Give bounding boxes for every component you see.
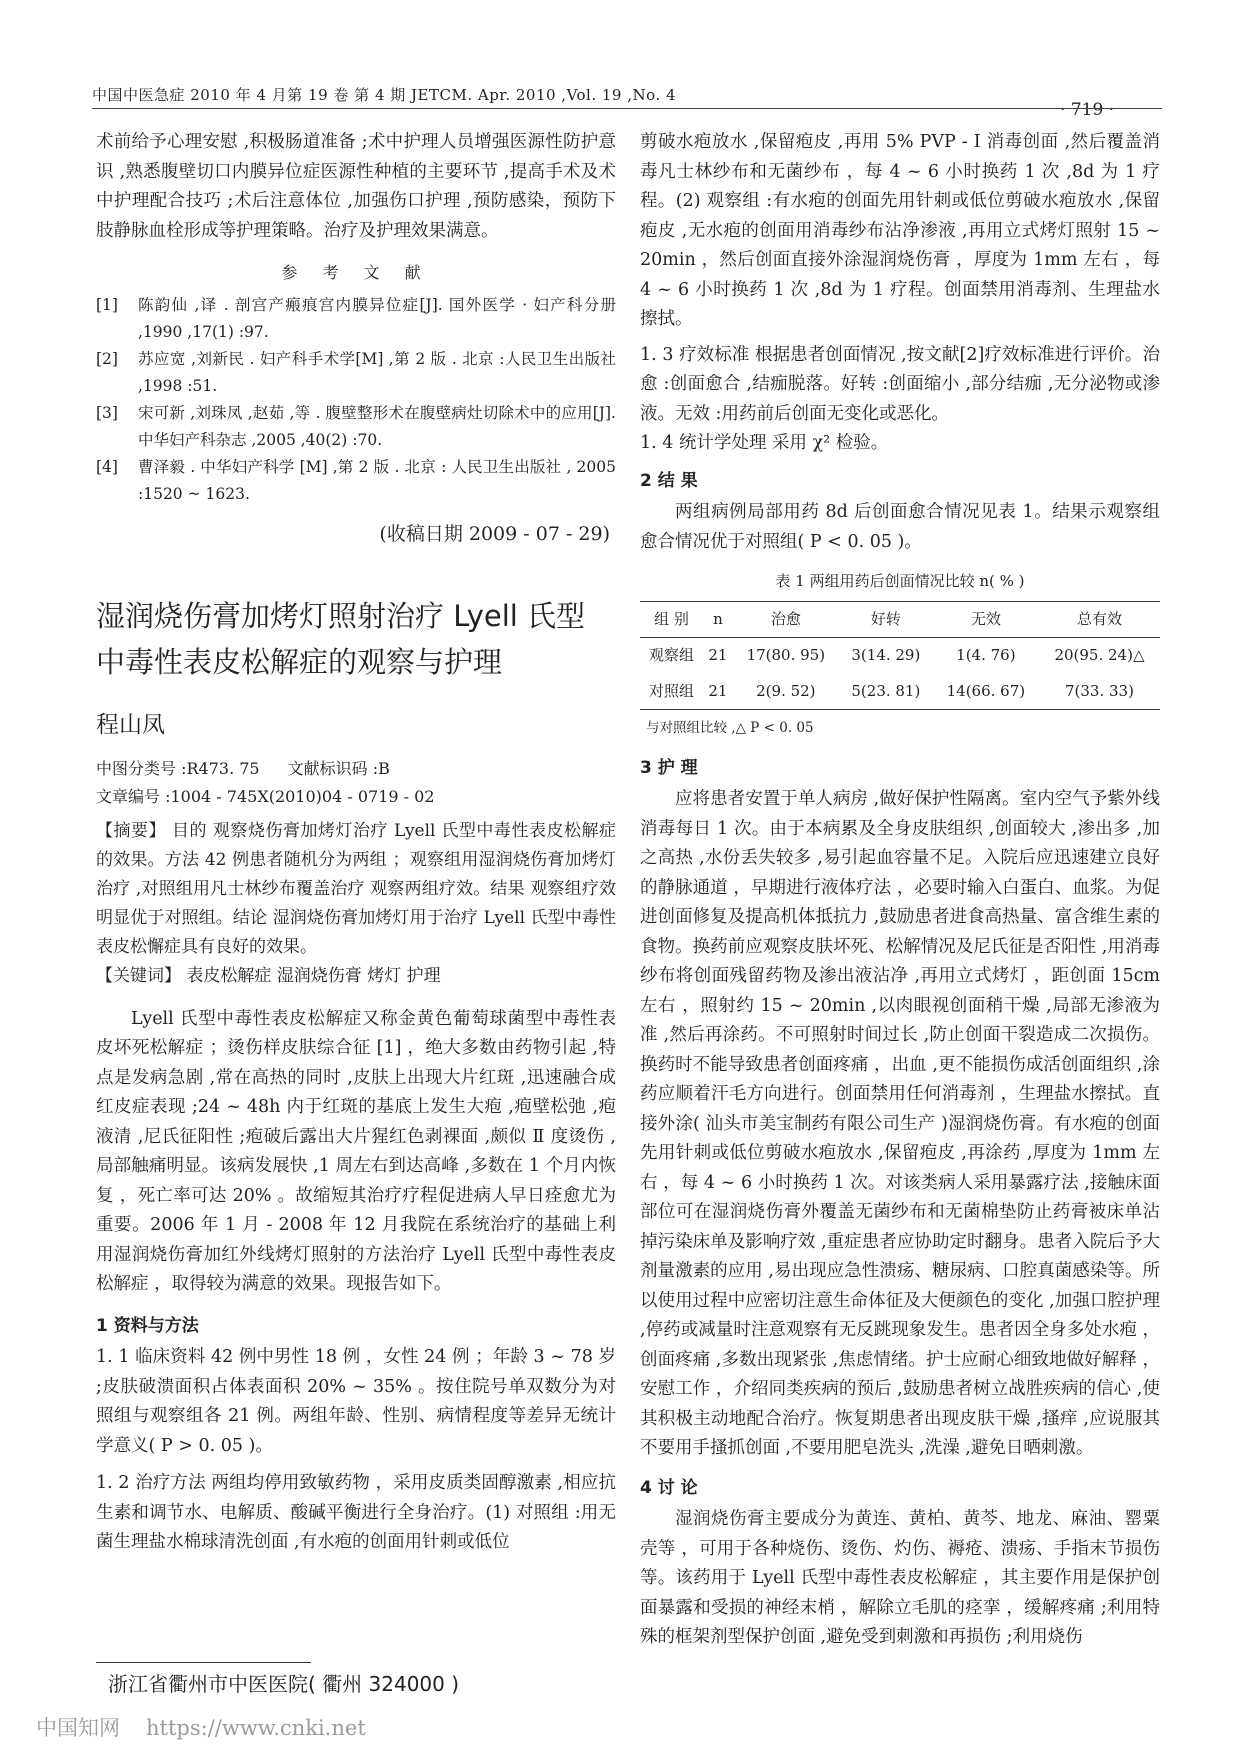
care-paragraph: 应将患者安置于单人病房 ,做好保护性隔离。室内空气予紫外线消毒每日 1 次。由于本病累及全身皮肤组织 ,创面较大 ,渗出多 ,加之高热 ,水份丢失较多 ,易引起血容量不足。入院后应迅速建立良好的静脉通道 ，早期进行液体疗法 ，必要时输入白蛋白、血浆。为促进创面修复及提高机体抵抗力 ,鼓励患者进食高热量、富含维生素的食物。换药前应观察皮肤坏死、松解情况及尼氏征是否阳性 ,用消毒纱布将创面残留药物及渗出液沾净 ,再用立式烤灯 ，距创面 15cm 左右 ，照射约 15 ~ 20min ,以肉眼视创面稍干燥 ,局部无渗液为准 ,然后再涂药。不可照射时间过长 ,防止创面干裂造成二次损伤。换药时不能导致患者创面疼痛 ，出血 ,更不能损伤成活创面组织 ,涂药应顺着汗毛方向进行。创面禁用任何消毒剂 ，生理盐水擦拭。直接外涂( 汕头市美宝制药有限公司生产 )湿润烧伤膏。有水疱的创面先用针刺或低位剪破水疱放水 ,保留疱皮 ,再涂药 ,厚度为 1mm 左右 ，每 4 ~ 6 小时换药 1 次。对该类病人采用暴露疗法 ,接触床面部位可在湿润烧伤膏外覆盖无菌纱布和无菌棉垫防止药膏被床单沾掉污染床单及影响疗效 ,重症患者应协助定时翻身。患者入院后予大剂量激素的应用 ,易出现应急性溃疡、糖尿病、口腔真菌感染等。所以使用过程中应密切注意生命体征及大便颜色的变化 ,加强口腔护理 ,停药或减量时注意观察有无反跳现象发生。患者因全身多处水疱 ，创面疼痛 ,多数出现紧张 ,焦虑情绪。护士应耐心细致地做好解释 ，安慰工作 ，介绍同类疾病的预后 ,鼓励患者树立战胜疾病的信心 ,使其积极主动地配合治疗。恢复期患者出现皮肤干燥 ,搔痒 ,应说服其不要用手搔抓创面 ,不要用肥皂洗头 ,洗澡 ,避免日晒刺激。 xyxy=(640,789,1160,1458)
discussion-paragraph: 湿润烧伤膏主要成分为黄连、黄柏、黄芩、地龙、麻油、罂粟壳等 ，可用于各种烧伤、烫伤、灼伤、褥疮、溃疡、手指末节损伤等。该药用于 Lyell 氏型中毒性表皮松解症 ，其主要作用是保护创面暴露和受损的神经末梢 ，解除立毛肌的痉挛 ，缓解疼痛 ;利用特殊的框架剂型保护创面 ,避免受到刺激和再损伤 ;利用烧伤 xyxy=(640,1509,1160,1647)
keywords-text: 表皮松解症 湿润烧伤膏 烤灯 护理 xyxy=(186,965,441,986)
results-table xyxy=(640,601,1160,711)
table-caption: 表 1 两组用药后创面情况比较 n( % ) xyxy=(775,572,1025,590)
references-title: 参 考 文 献 xyxy=(281,263,431,282)
keywords-label: 【关键词】 xyxy=(96,965,181,986)
table-row: 观察组 21 17(80. 95) 3(14. 29) 1(4. 76) 20(95. 24)△ xyxy=(649,646,1145,664)
reference-item: [2] 苏应宽 ,刘新民 . 妇产科手术学[M] ,第 2 版 . 北京 :人民卫生出版社 ,1998 :51. xyxy=(96,349,616,395)
article-title: 湿润烧伤膏加烤灯照射治疗 Lyell 氏型 中毒性表皮松解症的观察与护理 xyxy=(96,599,586,679)
section-1-1: 1. 1 临床资料 42 例中男性 18 例 ，女性 24 例 ；年龄 3 ~ 78 岁 ;皮肤破溃面积占体表面积 20% ~ 35% 。按住院号单双数分为对照组与观察组各 21 例。两组年龄、性别、病情程度等差异无统计学意义( P > 0. 05 )。 xyxy=(96,1347,616,1456)
section-1-2: 1. 2 治疗方法 两组均停用致敏药物 ，采用皮质类固醇激素 ,相应抗生素和调节水、电解质、酸碱平衡进行全身治疗。(1) 对照组 :用无菌生理盐水棉球清洗创面 ,有水疱的创面用针刺或低位 xyxy=(96,1473,616,1552)
left-column xyxy=(96,128,616,1558)
header-rule xyxy=(92,108,1162,109)
abstract-text: 目的 观察烧伤膏加烤灯治疗 Lyell 氏型中毒性表皮松解症的效果。方法 42 例患者随机分为两组 ；观察组用湿润烧伤膏加烤灯治疗 ,对照组用凡士林纱布覆盖治疗 观察两组疗效。结果 观察组疗效明显优于对照组。结论 湿润烧伤膏加烤灯用于治疗 Lyell 氏型中毒性表皮松懈症具有良好的效果。 xyxy=(96,820,617,957)
clc-number: 中图分类号 :R473. 75 xyxy=(96,758,260,778)
article-meta xyxy=(96,755,616,811)
intro-paragraph: 术前给予心理安慰 ,积极肠道准备 ;术中护理人员增强医源性防护意识 ,熟悉腹壁切口内膜异位症医源性种植的主要环节 ,提高手术及术中护理配合技巧 ;术后注意体位 ,加强伤口护理 ,预防感染，预防下肢静脉血栓形成等护理策略。治疗及护理效果满意。 xyxy=(96,132,616,241)
author-affiliation: 浙江省衢州市中医医院( 衢州 324000 ) xyxy=(108,1672,460,1696)
site-url: https://www.cnki.net xyxy=(146,1716,366,1740)
section-1-3: 1. 3 疗效标准 根据患者创面情况 ,按文献[2]疗效标准进行评价。治愈 :创面愈合 ,结痂脱落。好转 :创面缩小 ,部分结痂 ,无分泌物或渗液。无效 :用药前后创面无变化或恶化。 xyxy=(640,344,1160,424)
article-number: 文章编号 :1004 - 745X(2010)04 - 0719 - 02 xyxy=(96,786,435,806)
section-heading: 4 讨 论 xyxy=(640,1477,698,1498)
received-date: (收稿日期 2009 - 07 - 29) xyxy=(379,522,610,545)
reference-item: [1] 陈韵仙 ,译 . 剖宫产瘢痕宫内膜异位症[J]. 国外医学 · 妇产科分册 ,1990 ,17(1) :97. xyxy=(96,295,616,341)
section-heading: 3 护 理 xyxy=(640,757,698,778)
abstract xyxy=(96,817,616,991)
author: 程山凤 xyxy=(96,712,165,738)
reference-item: [4] 曹泽毅 . 中华妇产科学 [M] ,第 2 版 . 北京 : 人民卫生出版社 , 2005 :1520 ~ 1623. xyxy=(96,457,616,503)
table-note: 与对照组比较 ,△ P < 0. 05 xyxy=(646,720,814,736)
section-heading: 1 资料与方法 xyxy=(96,1315,199,1336)
continued-paragraph: 剪破水疱放水 ,保留疱皮 ,再用 5% PVP - I 消毒创面 ,然后覆盖消毒凡士林纱布和无菌纱布 ，每 4 ~ 6 小时换药 1 次 ,8d 为 1 疗程。(2) 观察组 :有水疱的创面先用针刺或低位剪破水疱放水 ,保留疱皮 ,无水疱的创面用消毒纱布沾净渗液 ,再用立式烤灯照射 15 ~ 20min ，然后创面直接外涂湿润烧伤膏 ，厚度为 1mm 左右 ，每 4 ~ 6 小时换药 1 次 ,8d 为 1 疗程。创面禁用消毒剂、生理盐水擦拭。 xyxy=(640,132,1160,329)
reference-list xyxy=(96,292,616,508)
page-number: · 719 · xyxy=(1060,100,1115,120)
results-paragraph: 两组病例局部用药 8d 后创面愈合情况见表 1。结果示观察组愈合情况优于对照组( P < 0. 05 )。 xyxy=(640,502,1160,552)
watermark-footer xyxy=(36,1712,392,1742)
table-header-row: 组 别 n 治愈 好转 无效 总有效 xyxy=(640,601,1160,638)
section-heading: 2 结 果 xyxy=(640,470,698,491)
table-row: 对照组 21 2(9. 52) 5(23. 81) 14(66. 67) 7(33. 33) xyxy=(640,674,1160,710)
reference-item: [3] 宋可新 ,刘珠凤 ,赵茹 ,等 . 腹壁整形术在腹壁病灶切除术中的应用[J]. 中华妇产科杂志 ,2005 ,40(2) :70. xyxy=(96,403,616,449)
running-header: 中国中医急症 2010 年 4 月第 19 卷 第 4 期 JETCM. Apr. 2010 ,Vol. 19 ,No. 4 xyxy=(92,86,676,104)
footnote-rule xyxy=(96,1662,311,1663)
right-column xyxy=(640,128,1160,1653)
site-name: 中国知网 xyxy=(36,1716,120,1740)
abstract-label: 【摘要】 xyxy=(96,820,167,841)
document-code: 文献标识码 :B xyxy=(287,758,390,778)
body-paragraph: Lyell 氏型中毒性表皮松解症又称金黄色葡萄球菌型中毒性表皮坏死松解症 ；烫伤样皮肤综合征 [1] ，绝大多数由药物引起 ,特点是发病急剧 ,常在高热的同时 ,皮肤上出现大片红斑 ,迅速融合成红皮症表现 ;24 ~ 48h 内于红斑的基底上发生大疱 ,疱壁松弛 ,疱液清 ,尼氏征阳性 ;疱破后露出大片猩红色剥裸面 ,颇似 Ⅱ 度烫伤 ,局部触痛明显。该病发展快 ,1 周左右到达高峰 ,多数在 1 个月内恢复 ，死亡率可达 20% 。故缩短其治疗疗程促进病人早日痊愈尤为重要。2006 年 1 月 - 2008 年 12 月我院在系统治疗的基础上利用湿润烧伤膏加红外线烤灯照射的方法治疗 Lyell 氏型中毒性表皮松解症 ，取得较为满意的效果。现报告如下。 xyxy=(96,1008,616,1294)
section-1-4: 1. 4 统计学处理 采用 χ² 检验。 xyxy=(640,433,889,453)
